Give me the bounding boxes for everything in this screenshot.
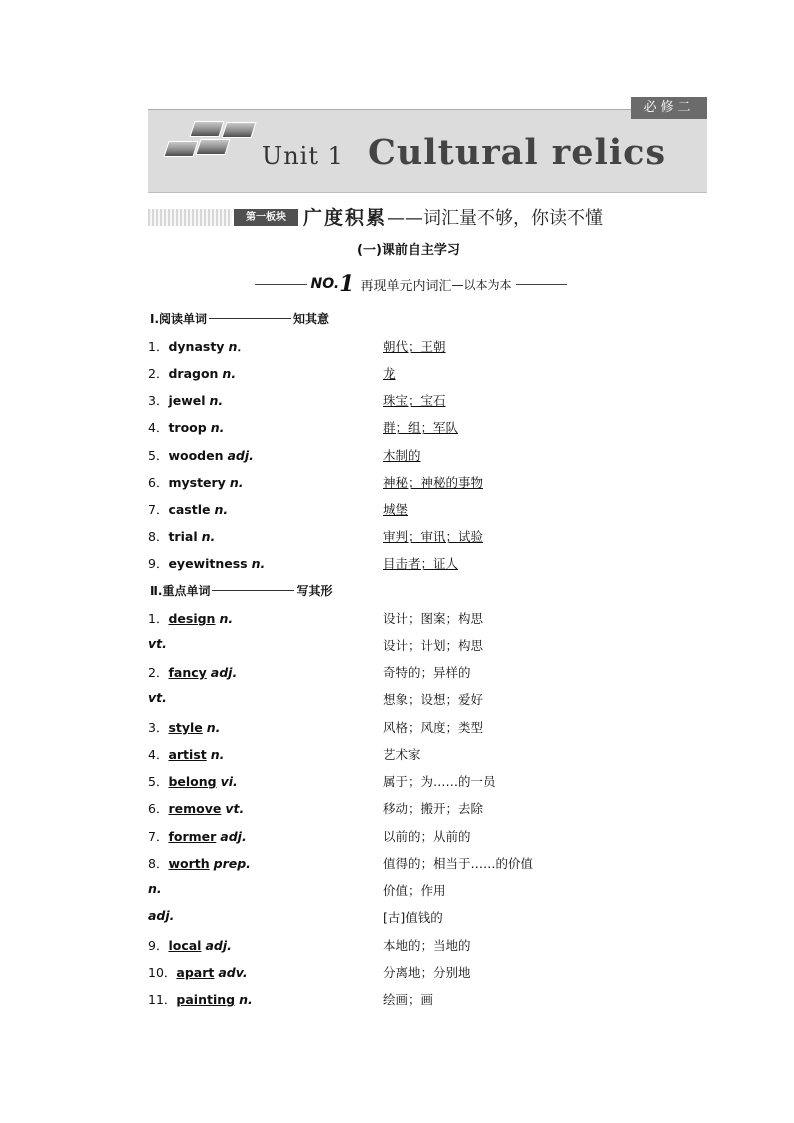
list-item: 3．style n. 风格；风度；类型 [148, 720, 484, 735]
list-item: 3．jewel n. 珠宝；宝石 [148, 393, 446, 408]
list-item: 8．worth prep. 值得的；相当于……的价值 [148, 856, 534, 871]
section-tag: 第一板块 [234, 209, 298, 226]
list-item: adj. [古]值钱的 [148, 908, 443, 925]
part1-heading: Ⅰ.阅读单词 知其意 [150, 312, 330, 326]
list-item: 2．fancy adj. 奇特的；异样的 [148, 665, 471, 680]
no-label: NO. [310, 276, 340, 292]
section-heading [303, 203, 603, 230]
list-item: 1．design n. 设计；图案；构思 [148, 611, 484, 626]
list-item: 7．castle n. 城堡 [148, 502, 409, 517]
list-item: 9．local adj. 本地的；当地的 [148, 938, 471, 953]
list-item: 4．troop n. 群；组；军队 [148, 420, 459, 435]
part2-heading: Ⅱ.重点单词 写其形 [150, 584, 333, 598]
section-heading-bold: 广度积累 [303, 207, 388, 229]
section-strip [148, 209, 232, 226]
list-item: 11．painting n. 绘画；画 [148, 992, 434, 1007]
list-item: 1．dynasty n． 朝代；王朝 [148, 339, 446, 354]
no-subtitle: —以本为本 [451, 277, 512, 292]
unit-number: Unit 1 [262, 142, 344, 170]
section-heading-rest: ——词汇量不够，你读不懂 [387, 208, 604, 229]
book-tag: 必修二 [631, 97, 707, 119]
list-item: 7．former adj. 以前的；从前的 [148, 829, 471, 844]
list-item: vt. 想象；设想；爱好 [148, 690, 484, 707]
list-item: vt. 设计；计划；构思 [148, 636, 484, 653]
list-item: 4．artist n. 艺术家 [148, 747, 421, 762]
list-item: 6．remove vt. 移动；搬开；去除 [148, 801, 484, 816]
subsection-title: (一)课前自主学习 [357, 243, 460, 258]
list-item: 5．belong vi. 属于；为……的一员 [148, 774, 496, 789]
list-item: 2．dragon n. 龙 [148, 366, 396, 381]
list-item: 8．trial n. 审判；审讯；试验 [148, 529, 484, 544]
no1-heading [255, 271, 567, 297]
unit-title: Cultural relics [368, 132, 667, 173]
no-number: 1 [339, 271, 355, 297]
list-item: n. 价值；作用 [148, 881, 446, 898]
list-item: 9．eyewitness n. 目击者；证人 [148, 556, 459, 571]
list-item: 10．apart adv. 分离地；分别地 [148, 965, 471, 980]
no-title: 再现单元内词汇 [360, 278, 452, 294]
list-item: 6．mystery n. 神秘；神秘的事物 [148, 475, 484, 490]
banner-photos-icon [158, 121, 254, 159]
list-item: 5．wooden adj. 木制的 [148, 448, 421, 463]
